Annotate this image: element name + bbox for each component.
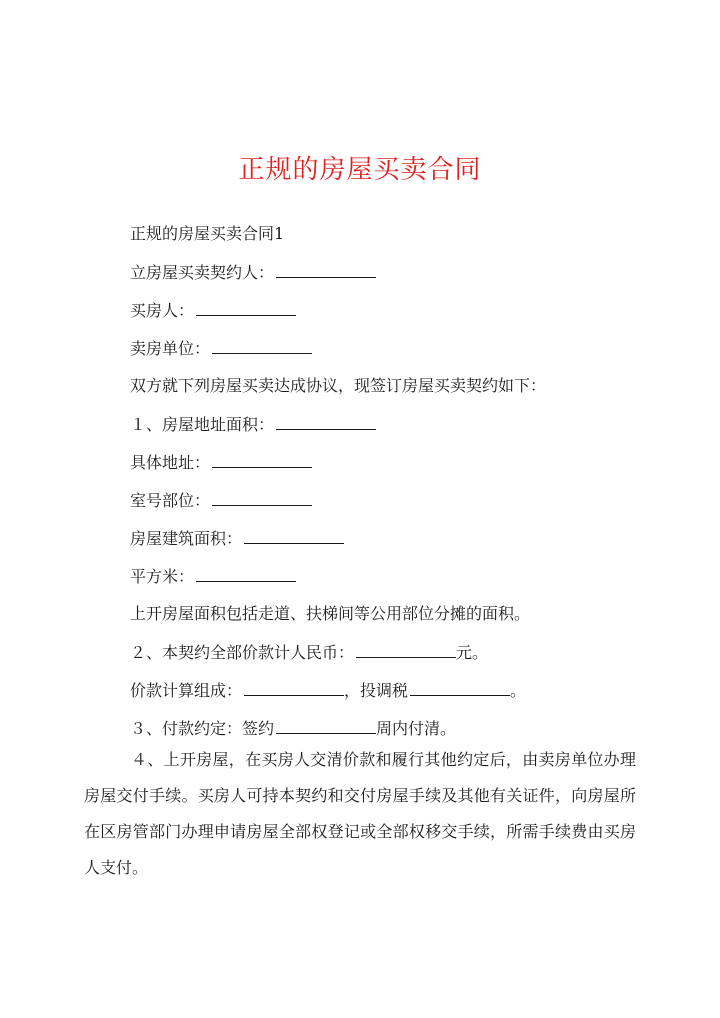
intro-text: 双方就下列房屋买卖达成协议，现签订房屋买卖契约如下：	[130, 376, 547, 395]
contract-heading-text: 正规的房屋买卖合同1	[130, 224, 285, 243]
document-title: 正规的房屋买卖合同	[238, 155, 482, 185]
building-area-line	[130, 526, 344, 551]
seller-unit-blank	[212, 336, 312, 354]
item3-label: ３、付款约定：签约	[130, 719, 275, 738]
item3-blank	[276, 716, 376, 734]
seller-party-line	[130, 260, 376, 285]
contract-heading	[130, 222, 284, 246]
item1-label: １、房屋地址面积：	[130, 415, 275, 434]
item2-line	[130, 640, 488, 665]
address-blank	[212, 450, 312, 468]
item2-suffix: 元。	[456, 643, 489, 662]
item1-line	[130, 412, 376, 437]
seller-party-label: 立房屋买卖契约人：	[130, 263, 275, 282]
price-comp-blank-1	[244, 678, 344, 696]
sqm-label: 平方米：	[130, 567, 195, 586]
price-comp-end: 。	[510, 681, 527, 700]
item3-suffix: 周内付清。	[376, 719, 457, 738]
price-comp-blank-2	[410, 678, 510, 696]
item2-blank	[356, 640, 456, 658]
area-note-line	[130, 602, 530, 626]
seller-unit-label: 卖房单位：	[130, 339, 211, 358]
item3-line	[130, 716, 456, 741]
price-comp-mid: ，投调税	[344, 681, 409, 700]
item2-label: ２、本契约全部价款计人民币：	[130, 643, 355, 662]
room-line	[130, 488, 312, 513]
buyer-line	[130, 298, 296, 323]
room-blank	[212, 488, 312, 506]
buyer-label: 买房人：	[130, 301, 195, 320]
room-label: 室号部位：	[130, 491, 211, 510]
building-area-blank	[244, 526, 344, 544]
item1-blank	[276, 412, 376, 430]
sqm-line	[130, 564, 296, 589]
price-comp-label: 价款计算组成：	[130, 681, 243, 700]
sqm-blank	[196, 564, 296, 582]
building-area-label: 房屋建筑面积：	[130, 529, 243, 548]
buyer-blank	[196, 298, 296, 316]
intro-line	[130, 374, 546, 398]
item4-paragraph: ４、上开房屋，在买房人交清价款和履行其他约定后，由卖房单位办理房屋交付手续。买房人可持本契约和交付房屋手续及其他有关证件，向房屋所在区房管部门办理申请房屋全部权登记或全部权移交手续，所需手续费由买房人支付。	[84, 750, 636, 877]
price-comp-line	[130, 678, 526, 703]
address-line	[130, 450, 312, 475]
address-label: 具体地址：	[130, 453, 211, 472]
area-note-text: 上开房屋面积包括走道、扶梯间等公用部位分摊的面积。	[130, 604, 531, 623]
seller-party-blank	[276, 260, 376, 278]
seller-unit-line	[130, 336, 312, 361]
